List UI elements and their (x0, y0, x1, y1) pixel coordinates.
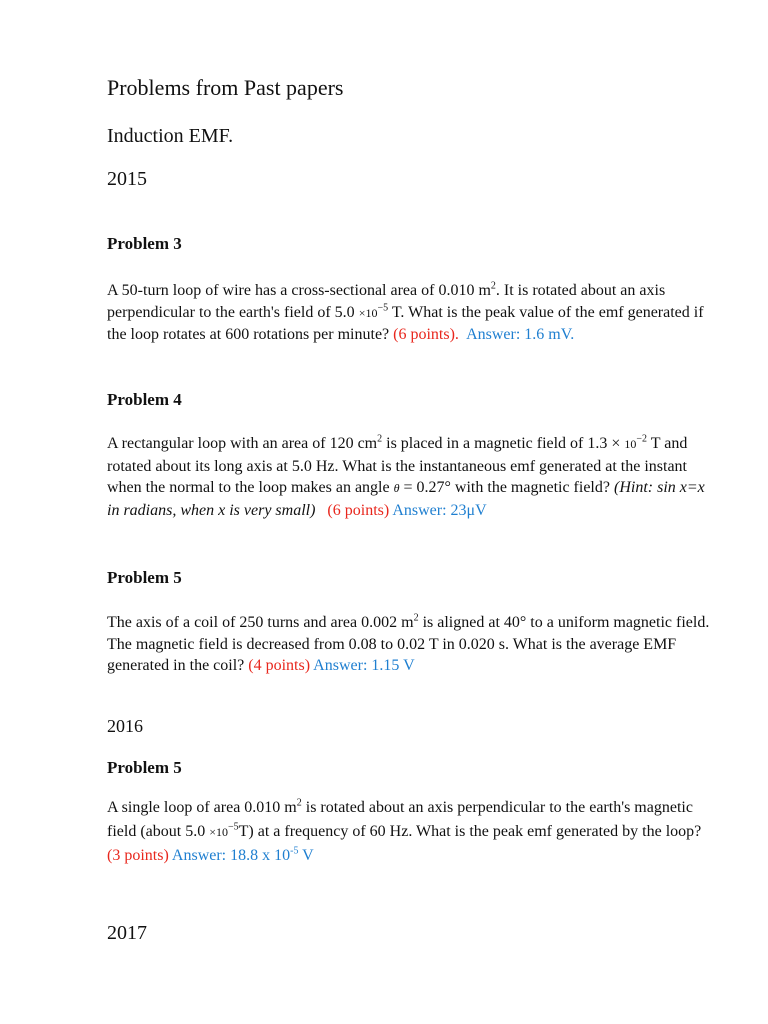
superscript: -5 (290, 845, 299, 857)
problem-text-part: is aligned at 40° to a uniform magnetic field. The magnetic field is decreased from 0.08 to 0.02 T in 0.020 s. What is the average EMF generated in the coil? (107, 614, 710, 674)
hint-text: (Hint: sin x=x in radians, when x is very small) (107, 479, 705, 519)
problem-heading: Problem 5 (107, 758, 182, 777)
problem-text-part: ×10 (358, 305, 378, 320)
theta-symbol: θ (393, 481, 400, 495)
problem-text-part: = 0.27° with the magnetic field? (399, 479, 614, 496)
superscript: 2 (296, 797, 302, 809)
problem-text-part: T and rotated about its long axis at 5.0 Hz. What is the instantaneous emf generated at the instant when the normal to the loop makes an angle (107, 435, 688, 496)
answer-text-part: V (298, 847, 314, 864)
problem-text-part: T) at a frequency of 60 Hz. What is the peak emf generated by the loop? (238, 823, 702, 840)
problem-heading: Problem 4 (107, 390, 182, 409)
problem-heading: Problem 5 (107, 568, 182, 587)
problem-text-part: T. What is the peak value of the emf generated if the loop rotates at 600 rotations per minute? (107, 303, 704, 343)
superscript: 2 (413, 612, 419, 624)
problem-text-part: ×10 (209, 825, 228, 839)
superscript: −5 (227, 821, 239, 833)
answer-label (172, 847, 314, 864)
superscript: 2 (377, 433, 383, 445)
points-label: (3 points) (107, 847, 169, 864)
problem-text-part: The axis of a coil of 250 turns and area 0.002 m (107, 614, 414, 631)
document-subtitle: Induction EMF. (107, 125, 234, 147)
points-label: (6 points). (393, 326, 459, 343)
answer-label: Answer: 1.6 mV. (466, 326, 575, 343)
problem-heading: Problem 3 (107, 234, 182, 253)
problem-text-part: A 50-turn loop of wire has a cross-sectional area of 0.010 m (107, 282, 491, 299)
problem-text-part: 10 (624, 437, 637, 451)
answer-label: Answer: 1.15 V (313, 657, 415, 674)
problem-text (107, 796, 717, 868)
year-heading-2016: 2016 (107, 716, 143, 736)
problem-text (107, 280, 717, 346)
problem-text (107, 612, 717, 677)
points-label: (6 points) (327, 501, 390, 519)
answer-text-part: Answer: 18.8 x 10 (171, 847, 291, 864)
problem-text-part: is rotated about an axis perpendicular to the earth's magnetic field (about 5.0 (107, 799, 693, 840)
answer-label: Answer: 23μV (392, 501, 487, 519)
document-title: Problems from Past papers (107, 75, 344, 100)
problem-text-part: . It is rotated about an axis perpendicular to the earth's field of 5.0 (107, 282, 666, 321)
problem-text (107, 433, 717, 521)
superscript: 2 (490, 280, 496, 292)
points-label: (4 points) (248, 657, 311, 674)
problem-text-part: A single loop of area 0.010 m (107, 799, 297, 816)
problem-text-part: is placed in a magnetic field of 1.3 × (382, 435, 625, 452)
superscript: −2 (636, 433, 648, 445)
year-heading-2015: 2015 (107, 168, 147, 190)
year-heading-2017: 2017 (107, 922, 147, 944)
superscript: −5 (377, 302, 389, 314)
problem-text-part: A rectangular loop with an area of 120 cm (107, 435, 378, 452)
